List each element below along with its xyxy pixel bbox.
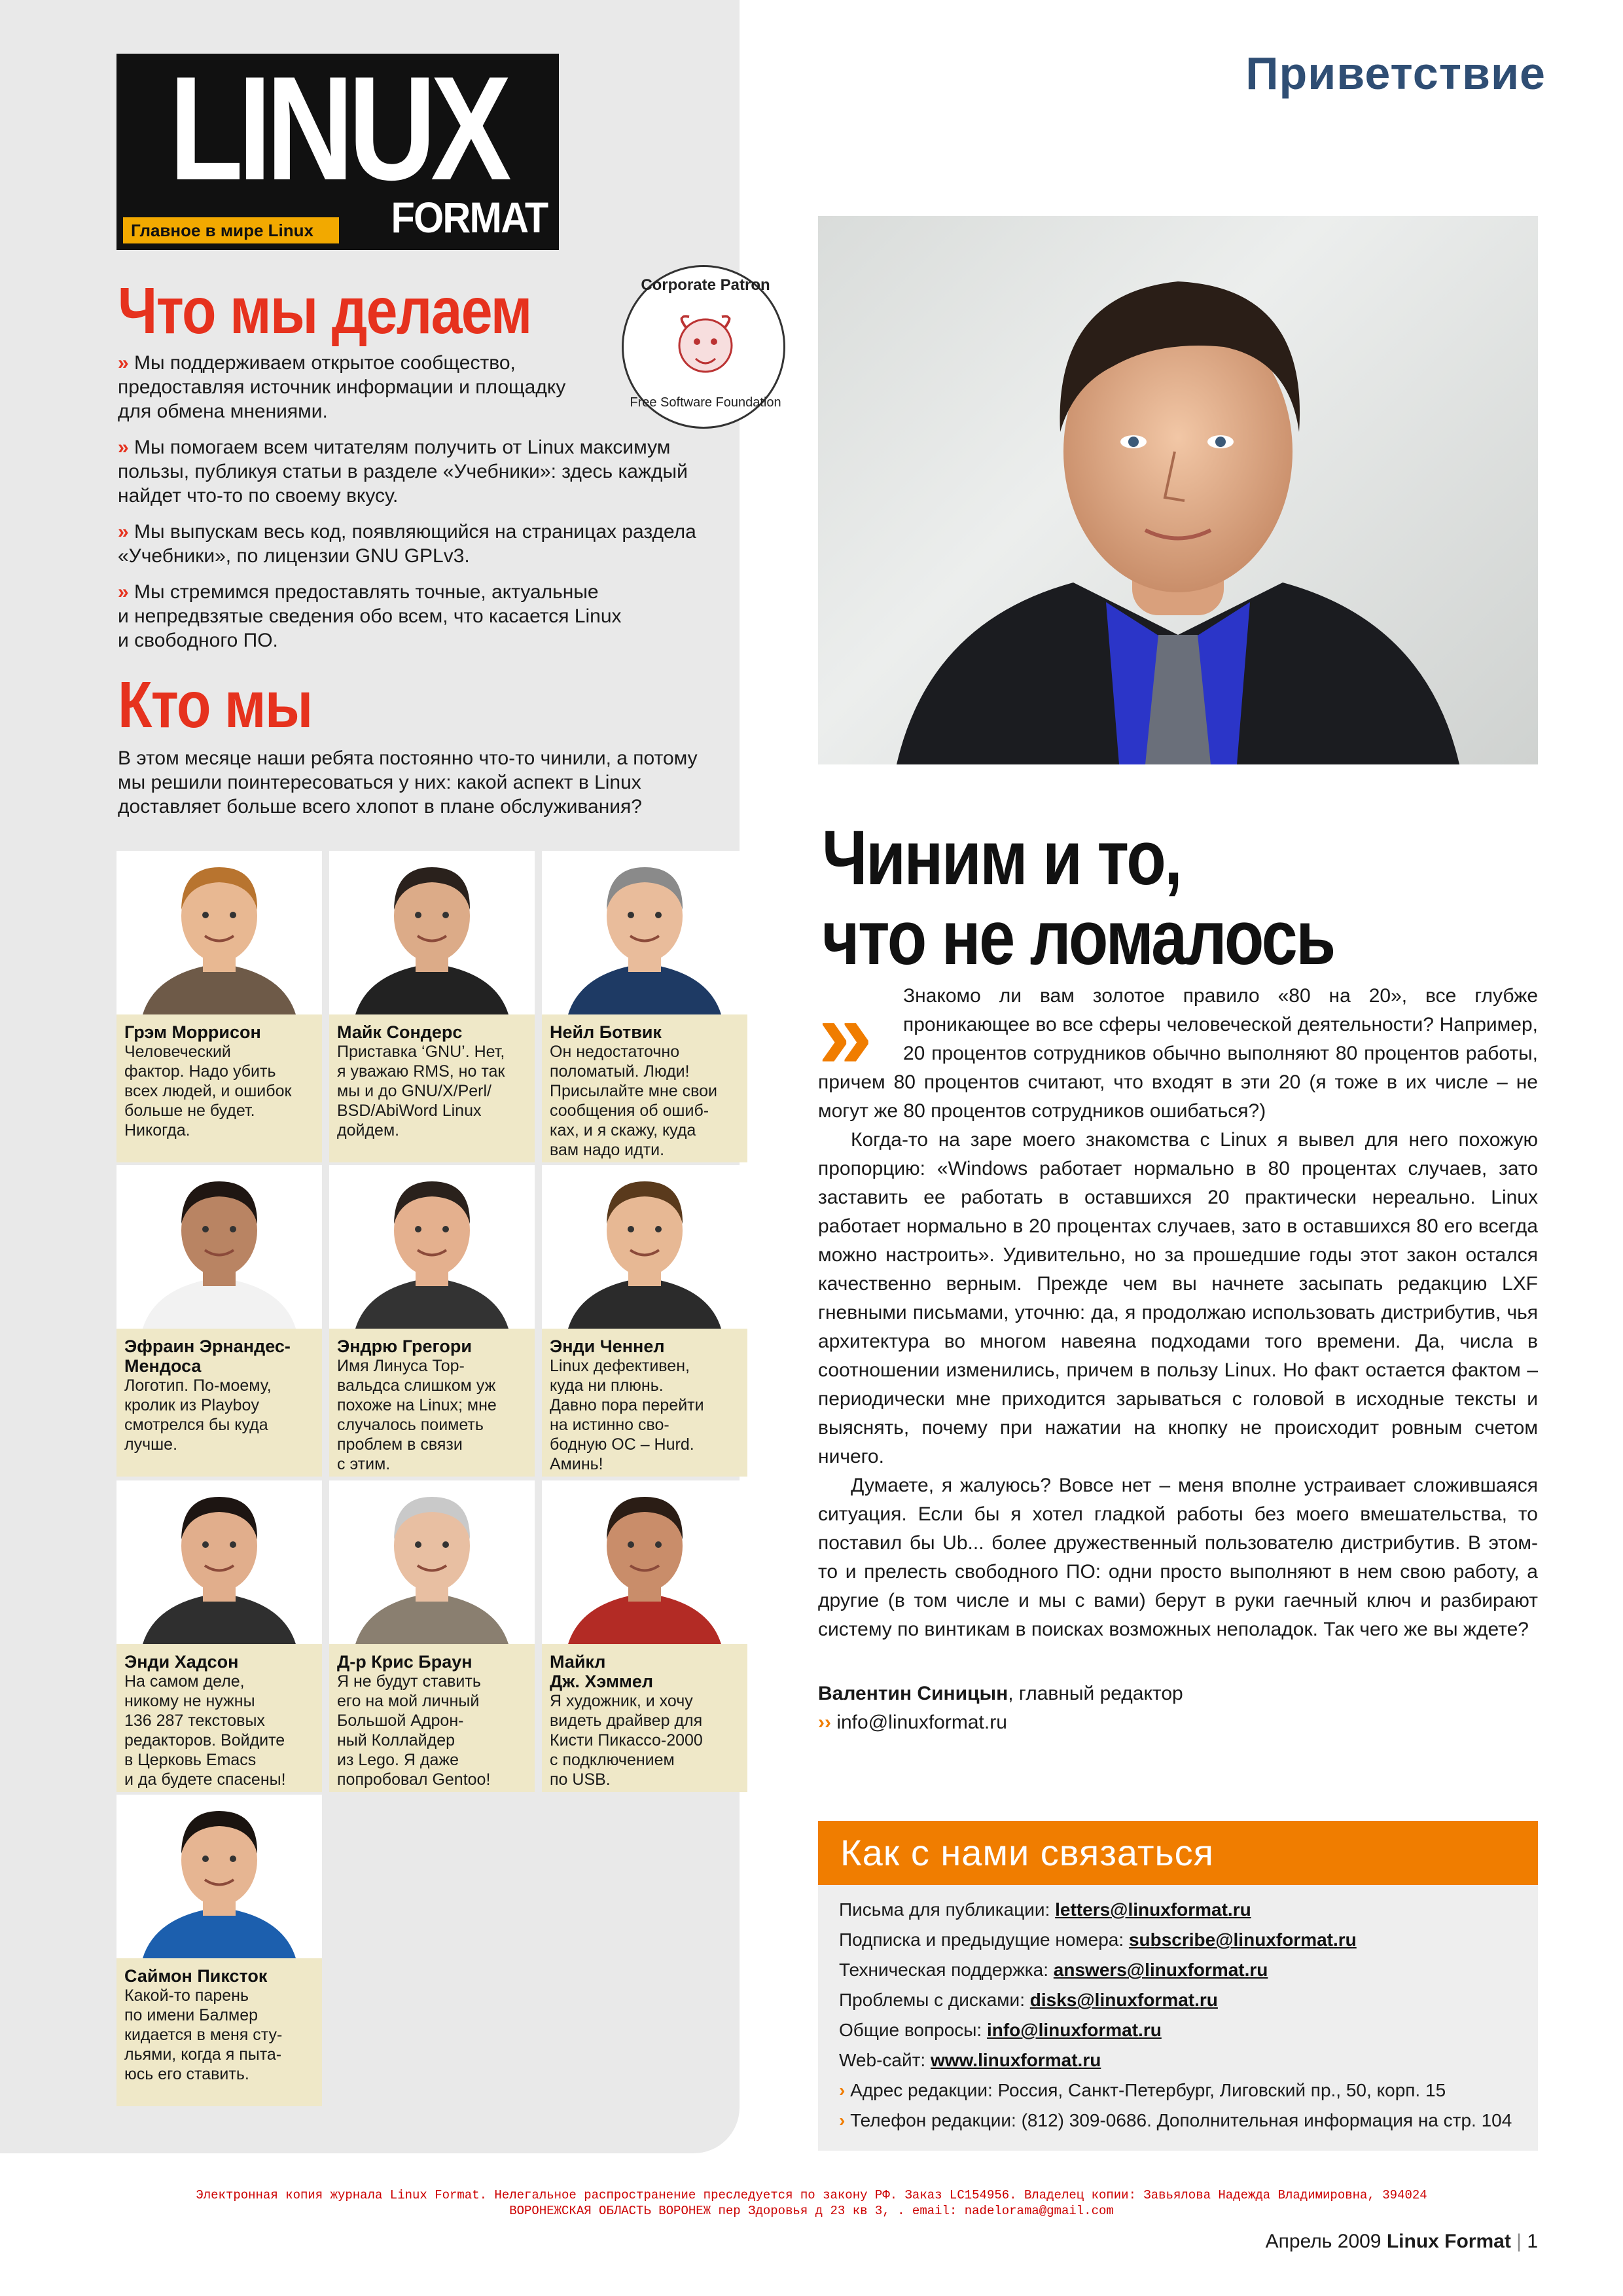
what-we-do-line — [118, 484, 707, 508]
page-number: 1 — [1527, 2231, 1538, 2252]
team-member-comment-line: вам надо идти. — [550, 1141, 665, 1159]
contact-line — [839, 1898, 1251, 1922]
team-member-photo — [116, 1480, 322, 1644]
who-we-are-intro — [118, 746, 707, 819]
team-member-comment-line: больше не будет. — [124, 1102, 255, 1120]
contact-line — [839, 1928, 1357, 1952]
team-member-comment-line: Кисти Пикассо-2000 — [550, 1731, 703, 1749]
team-member-comment-line: Никогда. — [124, 1121, 190, 1139]
team-member-comment-line: кидается в меня сту- — [124, 2026, 283, 2044]
team-member-comment-line: 136 287 текстовых — [124, 1712, 265, 1730]
team-member-photo — [542, 1480, 747, 1644]
team-member-comment-line: в Церковь Emacs — [124, 1751, 257, 1769]
signature-name: Валентин Синицын — [818, 1683, 1008, 1704]
contact-link[interactable]: info@linuxformat.ru — [986, 2020, 1162, 2040]
signature — [818, 1681, 1183, 1707]
team-member-comment-line: случалось поиметь — [337, 1416, 484, 1434]
chevron-right-icon: » — [118, 352, 135, 374]
team-member-card — [542, 1165, 747, 1477]
team-member-comment-line: Имя Линуса Тор- — [337, 1357, 465, 1375]
team-member-comment-line: я уважаю RMS, но так — [337, 1062, 505, 1081]
who-we-are-line: мы решили поинтересоваться у них: какой аспект в Linux — [118, 772, 641, 793]
team-member-name-line: Эфраин Эрнандес- — [124, 1336, 291, 1356]
team-member-comment-line: Логотип. По-моему, — [124, 1376, 272, 1395]
team-member-name-line: Грэм Моррисон — [124, 1022, 261, 1042]
team-member-name — [124, 1336, 321, 1376]
team-member-name-line: Нейл Ботвик — [550, 1022, 662, 1042]
what-we-do-text: и непредвзятые сведения обо всем, что касается Linux — [118, 605, 622, 627]
team-member-comment-line: юсь его ставить. — [124, 2065, 249, 2083]
team-member-comment — [337, 1356, 531, 1474]
linux-format-logo — [116, 45, 559, 250]
team-member-portrait — [116, 1480, 322, 1644]
legal-line-2: ВОРОНЕЖСКАЯ ОБЛАСТЬ ВОРОНЕЖ пер Здоровья д 23 кв 3, . email: nadelorama@gmail.com — [509, 2204, 1114, 2218]
team-member-comment-line: Linux дефективен, — [550, 1357, 690, 1375]
team-member-name-line: Дж. Хэммел — [550, 1672, 654, 1691]
chevron-right-icon: › — [839, 2110, 851, 2130]
team-member-comment-line: лучше. — [124, 1435, 178, 1454]
contact-link[interactable]: subscribe@linuxformat.ru — [1128, 1929, 1357, 1950]
team-member-comment-line: его на мой личный — [337, 1692, 480, 1710]
section-title: Приветствие — [1245, 48, 1546, 99]
contact-link[interactable]: www.linuxformat.ru — [931, 2050, 1101, 2070]
team-member-comment-line: ках, и я скажу, куда — [550, 1121, 696, 1139]
badge-top-text: Corporate Patron — [641, 276, 770, 294]
team-member-name — [337, 1652, 533, 1672]
team-member-name-line: Д-р Крис Браун — [337, 1652, 473, 1672]
headline-line-2: что не ломалось — [822, 895, 1334, 981]
contact-line — [839, 2018, 1162, 2042]
legal-notice — [65, 2187, 1558, 2219]
team-member-name — [550, 1652, 746, 1691]
article-paragraph: Когда-то на заре моего знакомства с Linux я вывел для него похожую пропорцию: «Windows работает нормально в 80 процентах случаев, зато заставить ее работать в оставшихся 20 практически нереально. Linux работает нормально в 20 процентах случаев, зато в оставшихся 80 его всегда можно настроить». Удивительно, но за прошедшие годы этот закон остался качественно верным. Прежде чем вы начнете засыпать редакцию LXF гневными письмами, уточню: да, я продолжаю использовать дистрибутив, чья архитектура во многом навеяна подходами того времени. Да, числа в соотношении изменились, причем в пользу Linux. Но факт остается фактом – периодически мне приходится зарываться с головой в исходные тексты и выяснять, почему при нажатии на кнопку не происходит ровным счетом ничего. — [818, 1129, 1538, 1467]
what-we-do-item — [118, 520, 707, 568]
contact-box — [818, 1885, 1538, 2151]
team-member-name-line: Майкл — [550, 1652, 606, 1672]
contact-phone — [839, 2109, 1512, 2132]
what-we-do-line — [118, 435, 707, 459]
team-member-portrait — [116, 1795, 322, 1958]
team-member-comment — [550, 1356, 743, 1474]
who-we-are-line: доставляет больше всего хлопот в плане обслуживания? — [118, 796, 642, 817]
team-member-name-line: Майк Сондерс — [337, 1022, 463, 1042]
what-we-do-line — [118, 351, 707, 375]
contact-label: Техническая поддержка: — [839, 1960, 1054, 1980]
team-member-comment-line: с подключением — [550, 1751, 675, 1769]
logo-tagline: Главное в мире Linux — [123, 217, 339, 243]
team-member-comment-line: Он недостаточно — [550, 1043, 680, 1061]
team-member-portrait — [329, 1165, 535, 1329]
legal-line-1: Электронная копия журнала Linux Format. Нелегальное распространение преследуется по закону РФ. Заказ LC154956. Владелец копии: Завьялова Надежда Владимировна, 394024 — [196, 2188, 1427, 2202]
what-we-do-line — [118, 580, 707, 604]
editor-email[interactable] — [818, 1710, 1007, 1736]
team-member-comment-line: куда ни плюнь. — [550, 1376, 664, 1395]
team-member-comment-line: Я художник, и хочу — [550, 1692, 693, 1710]
what-we-do-text: найдет что-то по своему вкусу. — [118, 485, 399, 507]
team-member-portrait — [542, 1480, 747, 1644]
chevron-right-icon: » — [118, 437, 135, 458]
team-member-card — [542, 1480, 747, 1792]
article-paragraph: Думаете, я жалуюсь? Вовсе нет – меня вполне устраивает сложившаяся ситуация. Если бы я хотел гладкой работы без моего вмешательства, то поставил бы Ub... более дружественный пользователю дистрибутив. В этом-то и прелесть свободного ПО: одни просто выполняют в нем свою работу, а другие (в том числе и мы с вами) берут в руки гаечный ключ и разбирают систему по винтикам в поисках возможных неполадок. Так чего же вы ждете? — [818, 1475, 1538, 1640]
team-member-portrait — [116, 851, 322, 1014]
team-member-comment — [550, 1691, 743, 1789]
team-member-comment-line: на истинно сво- — [550, 1416, 669, 1434]
team-member-portrait — [329, 1480, 535, 1644]
team-member-comment-line: На самом деле, — [124, 1672, 245, 1691]
team-member-comment-line: Присылайте мне свои — [550, 1082, 717, 1100]
contact-label: Проблемы с дисками: — [839, 1990, 1030, 2010]
team-member-name-line: Эндрю Грегори — [337, 1336, 472, 1356]
team-member-card — [116, 1480, 322, 1792]
team-member-comment-line: из Lego. Я даже — [337, 1751, 459, 1769]
team-member-name — [124, 1652, 321, 1672]
team-member-name — [124, 1022, 321, 1042]
team-member-name — [337, 1336, 533, 1356]
team-member-photo — [329, 1165, 535, 1329]
what-we-do-line — [118, 544, 707, 568]
team-member-comment-line: видеть драйвер для — [550, 1712, 703, 1730]
team-member-portrait — [542, 1165, 747, 1329]
team-member-portrait — [329, 851, 535, 1014]
team-member-comment-line: BSD/AbiWord Linux — [337, 1102, 482, 1120]
contact-label: Web-сайт: — [839, 2050, 931, 2070]
contact-line — [839, 1958, 1268, 1982]
team-member-comment-line: Какой-то парень — [124, 1986, 249, 2005]
team-member-name — [550, 1022, 746, 1042]
what-we-do-line — [118, 628, 707, 653]
contact-label: Общие вопросы: — [839, 2020, 987, 2040]
logo-linux-text: LINUX — [169, 45, 507, 211]
team-member-name-line: Мендоса — [124, 1356, 202, 1376]
what-we-do-line — [118, 604, 707, 628]
badge-bottom-text: Free Software Foundation — [630, 395, 781, 410]
team-member-name-line: Энди Ченнел — [550, 1336, 665, 1356]
what-we-do-item — [118, 351, 707, 423]
what-we-do-list — [118, 351, 707, 664]
what-we-do-line — [118, 459, 707, 484]
team-member-name — [550, 1336, 746, 1356]
team-member-photo — [116, 1795, 322, 1958]
team-member-comment-line: смотрелся бы куда — [124, 1416, 268, 1434]
team-member-comment-line: льями, когда я пыта- — [124, 2045, 282, 2064]
contact-heading: Как с нами связаться — [818, 1821, 1538, 1885]
editor-portrait-image — [818, 216, 1538, 764]
contact-address-text: Адрес редакции: Россия, Санкт-Петербург, Лиговский пр., 50, корп. 15 — [850, 2080, 1446, 2100]
what-we-do-item — [118, 580, 707, 653]
team-member-comment-line: мы и до GNU/X/Perl/ — [337, 1082, 491, 1100]
team-member-comment — [550, 1042, 743, 1160]
what-we-do-text: для обмена мнениями. — [118, 401, 328, 422]
team-member-card — [116, 1165, 322, 1477]
article-headline — [822, 815, 1334, 981]
what-we-do-text: Мы стремимся предоставлять точные, актуальные — [134, 581, 599, 603]
what-we-do-item — [118, 435, 707, 508]
team-member-portrait — [542, 851, 747, 1014]
team-member-card — [329, 1480, 535, 1792]
team-member-photo — [116, 851, 322, 1014]
team-member-name — [337, 1022, 533, 1042]
team-member-comment-line: похоже на Linux; мне — [337, 1396, 497, 1414]
what-we-do-line — [118, 399, 707, 423]
editor-email-text[interactable]: info@linuxformat.ru — [836, 1712, 1007, 1733]
team-member-name-line: Энди Хадсон — [124, 1652, 239, 1672]
quote-mark: » — [818, 979, 853, 1089]
team-member-comment — [124, 1042, 318, 1140]
team-member-comment-line: бодную ОС – Hurd. — [550, 1435, 694, 1454]
what-we-do-text: «Учебники», по лицензии GNU GPLv3. — [118, 545, 470, 567]
team-member-name-line: Саймон Пиксток — [124, 1966, 268, 1986]
contact-link[interactable]: disks@linuxformat.ru — [1029, 1990, 1218, 2010]
team-member-comment-line: и да будете спасены! — [124, 1770, 286, 1789]
contact-link[interactable]: letters@linuxformat.ru — [1055, 1899, 1251, 1920]
who-we-are-line: В этом месяце наши ребята постоянно что-то чинили, а потому — [118, 747, 698, 769]
team-member-comment — [124, 1986, 318, 2084]
team-member-name — [124, 1966, 321, 1986]
team-member-comment-line: дойдем. — [337, 1121, 400, 1139]
signature-role: , главный редактор — [1008, 1683, 1183, 1704]
editor-photo — [818, 216, 1538, 764]
contact-link[interactable]: answers@linuxformat.ru — [1053, 1960, 1268, 1980]
team-member-comment — [337, 1672, 531, 1789]
contact-line — [839, 1988, 1218, 2012]
team-member-comment-line: Давно пора перейти — [550, 1396, 704, 1414]
team-member-comment-line: сообщения об ошиб- — [550, 1102, 709, 1120]
team-member-portrait — [116, 1165, 322, 1329]
chevron-right-icon: » — [118, 581, 135, 603]
team-member-comment-line: Человеческий — [124, 1043, 231, 1061]
article-body — [818, 979, 1538, 1644]
team-member-card — [329, 851, 535, 1162]
contact-line — [839, 2049, 1101, 2072]
what-we-do-heading: Что мы делаем — [118, 274, 531, 348]
what-we-do-text: Мы помогаем всем читателям получить от Linux максимум — [134, 437, 671, 458]
what-we-do-text: пользы, публикуя статьи в разделе «Учебники»: здесь каждый — [118, 461, 688, 482]
magazine-name: Linux Format — [1386, 2231, 1511, 2252]
team-member-photo — [116, 1165, 322, 1329]
contact-address — [839, 2079, 1446, 2102]
team-member-card — [116, 1795, 322, 2106]
team-member-comment-line: ный Коллайдер — [337, 1731, 455, 1749]
team-member-comment-line: по USB. — [550, 1770, 611, 1789]
chevron-right-icon: › — [839, 2080, 851, 2100]
team-member-photo — [329, 1480, 535, 1644]
team-member-comment-line: с этим. — [337, 1455, 391, 1473]
team-member-comment-line: кролик из Playboy — [124, 1396, 259, 1414]
team-member-comment — [124, 1376, 318, 1454]
issue-date: Апрель 2009 — [1265, 2231, 1387, 2252]
team-member-comment-line: никому не нужны — [124, 1692, 255, 1710]
what-we-do-text: предоставляя источник информации и площадку — [118, 376, 566, 398]
contact-phone-text: Телефон редакции: (812) 309-0686. Дополнительная информация на стр. 104 — [850, 2110, 1512, 2130]
team-member-comment-line: фактор. Надо убить — [124, 1062, 276, 1081]
team-member-photo — [542, 1165, 747, 1329]
what-we-do-text: Мы поддерживаем открытое сообщество, — [134, 352, 516, 374]
team-member-card — [329, 1165, 535, 1477]
chevron-right-icon: ›› — [818, 1712, 837, 1733]
team-member-comment-line: проблем в связи — [337, 1435, 463, 1454]
team-member-comment-line: вальдса слишком уж — [337, 1376, 496, 1395]
team-member-comment-line: попробовал Gentoo! — [337, 1770, 491, 1789]
logo-format-text: FORMAT — [391, 193, 547, 242]
team-member-photo — [329, 851, 535, 1014]
article-paragraph-text: Знакомо ли вам золотое правило «80 на 20», все глубже проникающее во все сферы человеческой деятельности? Например, 20 процентов сотрудников обычно выполняют 80 процентов работы, причем 80 процентов считают, что входят в эти 20 (я тоже в их числе – не могут же 80 процентов сотрудников ошибаться?) — [818, 985, 1538, 1122]
team-member-comment-line: Большой Адрон- — [337, 1712, 464, 1730]
what-we-do-line — [118, 375, 707, 399]
who-we-are-heading: Кто мы — [118, 668, 312, 742]
contact-label: Подписка и предыдущие номера: — [839, 1929, 1129, 1950]
team-member-photo — [542, 851, 747, 1014]
team-member-comment-line: поломатый. Люди! — [550, 1062, 690, 1081]
what-we-do-text: Мы выпускам весь код, появляющийся на страницах раздела — [134, 521, 696, 543]
team-member-comment-line: по имени Балмер — [124, 2006, 259, 2024]
contact-label: Письма для публикации: — [839, 1899, 1056, 1920]
chevron-right-icon: » — [118, 521, 135, 543]
team-member-comment — [124, 1672, 318, 1789]
article-paragraph — [818, 979, 1538, 1126]
team-member-comment-line: редакторов. Войдите — [124, 1731, 285, 1749]
team-member-comment-line: Аминь! — [550, 1455, 603, 1473]
page-footer: Апрель 2009 Linux Format | 1 — [1265, 2231, 1538, 2252]
team-member-card — [542, 851, 747, 1162]
headline-line-1: Чиним и то, — [822, 815, 1181, 901]
team-member-comment-line: Я не будут ставить — [337, 1672, 481, 1691]
what-we-do-line — [118, 520, 707, 544]
team-member-comment-line: всех людей, и ошибок — [124, 1082, 292, 1100]
team-member-comment — [337, 1042, 531, 1140]
team-member-comment-line: Приставка ‘GNU’. Нет, — [337, 1043, 505, 1061]
what-we-do-text: и свободного ПО. — [118, 630, 278, 651]
team-member-card — [116, 851, 322, 1162]
